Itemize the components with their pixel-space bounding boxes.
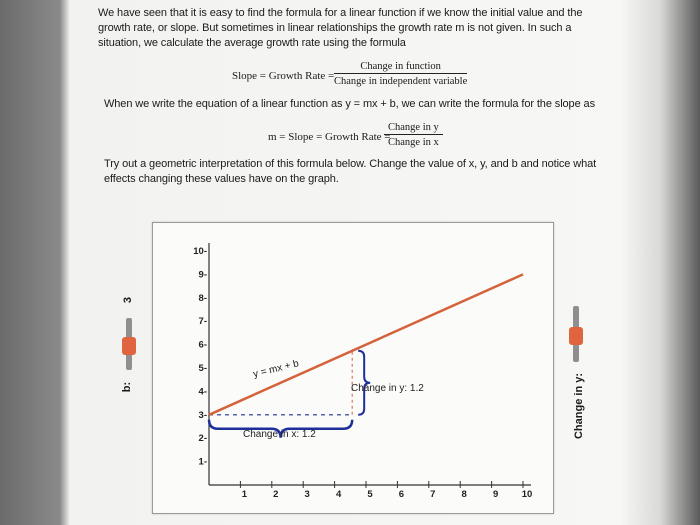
- formula-denominator: Change in independent variable: [334, 76, 468, 87]
- slope-numerator: Change in y: [384, 122, 443, 135]
- x-tick-label: 6: [398, 489, 405, 500]
- slope-denominator: Change in x: [388, 137, 439, 148]
- x-tick-label: 10: [521, 489, 533, 500]
- change-y-label: Change in y: 1.2: [351, 383, 424, 394]
- y-tick-label: 9-: [198, 269, 207, 281]
- b-slider-thumb[interactable]: [122, 337, 136, 355]
- y-tick-label: 2-: [198, 433, 207, 445]
- y-tick-label: 6-: [198, 339, 207, 351]
- b-slider-label: b:: [121, 381, 134, 393]
- formula-numerator: Change in function: [334, 61, 467, 74]
- x-ticks: [240, 481, 532, 500]
- y-tick-label: 8-: [198, 292, 207, 304]
- graph-panel: [152, 222, 554, 514]
- intro-line-2: growth rate, or slope. But sometimes in linear relationships the growth rate m is not given. In such a: [98, 22, 572, 34]
- change-y-slider-label: Change in y:: [573, 372, 586, 440]
- line-equation-label: y = mx + b: [252, 358, 301, 381]
- x-tick-label: 3: [304, 489, 310, 500]
- x-tick-label: 1: [241, 489, 248, 500]
- x-tick-label: 8: [461, 489, 467, 500]
- x-tick-label: 9: [492, 489, 499, 500]
- b-slider-value: 3: [122, 296, 135, 304]
- x-tick-label: 7: [430, 489, 436, 500]
- y-tick-label: 5-: [198, 363, 207, 374]
- try-line-1: Try out a geometric interpretation of this formula below. Change the value of x, y, and b and notice what: [104, 158, 597, 170]
- x-tick-label: 2: [273, 489, 279, 500]
- slope-fraction: [384, 122, 443, 148]
- slope-formula-lhs: m = Slope = Growth Rate =: [268, 131, 391, 143]
- equation-sentence: When we write the equation of a linear function as y = mx + b, we can write the formula for the slope as: [104, 98, 595, 110]
- change-y-slider-thumb[interactable]: [569, 327, 583, 345]
- y-tick-label: 7-: [198, 316, 207, 328]
- chart-svg: [153, 223, 553, 513]
- formula-lhs: Slope = Growth Rate =: [232, 70, 335, 82]
- y-tick-label: 3-: [198, 409, 207, 421]
- try-line-2: effects changing these values have on the graph.: [104, 173, 339, 185]
- intro-line-3: situation, we calculate the average growth rate using the formula: [98, 37, 406, 49]
- y-tick-label: 4-: [198, 386, 207, 398]
- y-tick-label: 10-: [193, 246, 207, 257]
- x-tick-label: 4: [335, 489, 342, 500]
- x-tick-label: 5: [367, 489, 373, 500]
- y-ticks: [193, 246, 207, 468]
- intro-line-1: We have seen that it is easy to find the formula for a linear function if we know the initial value and the: [98, 7, 583, 19]
- change-x-label: Change in x: 1.2: [243, 429, 316, 440]
- y-tick-label: 1-: [198, 456, 207, 468]
- formula-fraction: [334, 61, 467, 87]
